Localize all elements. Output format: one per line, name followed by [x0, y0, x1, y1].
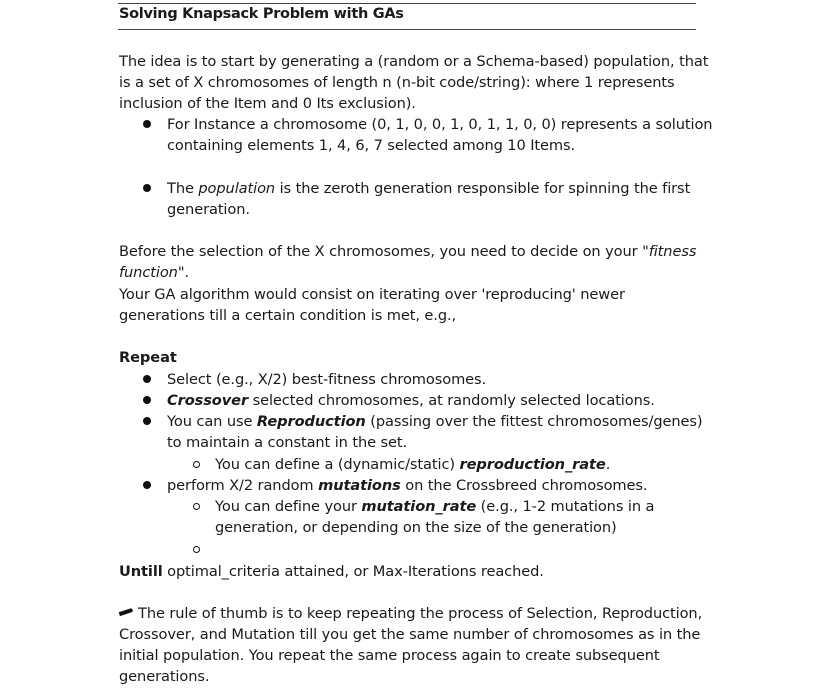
- text-run: The rule of thumb is to keep repeating the process of Selection, Reproduction,: [138, 605, 703, 622]
- rule-line: initial population. You repeat the same process again to create subsequent: [119, 647, 660, 664]
- until-line: [119, 561, 544, 582]
- text-run: optimal_criteria attained, or Max-Iterations reached.: [162, 563, 544, 580]
- fitness-line: [119, 241, 696, 262]
- emphasis-reproduction: Reproduction: [256, 413, 366, 430]
- emphasis-reproduction-rate: reproduction_rate: [459, 456, 606, 473]
- emphasis-fitness: "fitness: [642, 243, 697, 260]
- reproduction-rate-note: [215, 454, 610, 475]
- bullet-text: [167, 178, 690, 199]
- bullet-icon: [143, 184, 151, 192]
- text-run: You can define your: [215, 498, 362, 515]
- emphasis-function: function: [119, 264, 178, 281]
- mutation-rate-note: generation, or depending on the size of the generation): [215, 519, 617, 536]
- page-title: Solving Knapsack Problem with GAs: [119, 6, 404, 22]
- intro-line: inclusion of the Item and 0 Its exclusion).: [119, 95, 416, 112]
- text-run: .: [605, 456, 611, 473]
- sub-bullet-icon: [193, 546, 200, 553]
- text-run: The: [167, 180, 199, 197]
- text-run: Before the selection of the X chromosomes, you need to decide on your: [119, 243, 643, 260]
- bullet-icon: [143, 396, 151, 404]
- text-run: perform X/2 random: [167, 477, 319, 494]
- bullet-icon: [143, 375, 151, 383]
- loop-step-reproduction: to maintain a constant in the set.: [167, 434, 408, 451]
- bullet-text: For Instance a chromosome (0, 1, 0, 0, 1, 0, 1, 1, 0, 0) represents a solution: [167, 116, 713, 133]
- intro-line: is a set of X chromosomes of length n (n-bit code/string): where 1 represents: [119, 74, 675, 91]
- text-run: (e.g., 1-2 mutations in a: [476, 498, 655, 515]
- text-run: is the zeroth generation responsible for spinning the first: [275, 180, 691, 197]
- emphasis-mutation-rate: mutation_rate: [361, 498, 477, 515]
- bullet-icon: [143, 120, 151, 128]
- sub-bullet-icon: [193, 461, 200, 468]
- text-run: ".: [177, 264, 189, 281]
- intro-line: The idea is to start by generating a (random or a Schema-based) population, that: [119, 53, 709, 70]
- loop-step-select: Select (e.g., X/2) best-fitness chromosomes.: [167, 371, 487, 388]
- top-rule: [118, 3, 696, 4]
- loop-step-mutation: [167, 475, 647, 496]
- text-run: You can use: [167, 413, 257, 430]
- bullet-icon: [143, 481, 151, 489]
- mutation-rate-note: [215, 496, 654, 517]
- emphasis-crossover: Crossover: [167, 392, 249, 409]
- pencil-icon: [119, 608, 134, 616]
- emphasis-mutations: mutations: [318, 477, 401, 494]
- iterate-line: generations till a certain condition is met, e.g.,: [119, 307, 457, 324]
- loop-step-crossover: [167, 390, 655, 411]
- bullet-icon: [143, 417, 151, 425]
- iterate-line: Your GA algorithm would consist on iterating over 'reproducing' newer: [119, 286, 625, 303]
- title-rule: [118, 29, 696, 30]
- fitness-line: [119, 262, 189, 283]
- text-run: on the Crossbreed chromosomes.: [400, 477, 648, 494]
- text-run: selected chromosomes, at randomly selected locations.: [248, 392, 655, 409]
- rule-line: [119, 603, 702, 624]
- bullet-text: generation.: [167, 201, 250, 218]
- bullet-text: containing elements 1, 4, 6, 7 selected among 10 Items.: [167, 137, 576, 154]
- sub-bullet-icon: [193, 503, 200, 510]
- repeat-label: Repeat: [119, 349, 177, 366]
- emphasis-population: population: [198, 180, 276, 197]
- loop-step-reproduction: [167, 411, 703, 432]
- rule-line: generations.: [119, 668, 210, 685]
- until-keyword: Untill: [119, 563, 163, 580]
- rule-line: Crossover, and Mutation till you get the same number of chromosomes as in the: [119, 626, 701, 643]
- text-run: You can define a (dynamic/static): [215, 456, 460, 473]
- text-run: (passing over the fittest chromosomes/genes): [365, 413, 703, 430]
